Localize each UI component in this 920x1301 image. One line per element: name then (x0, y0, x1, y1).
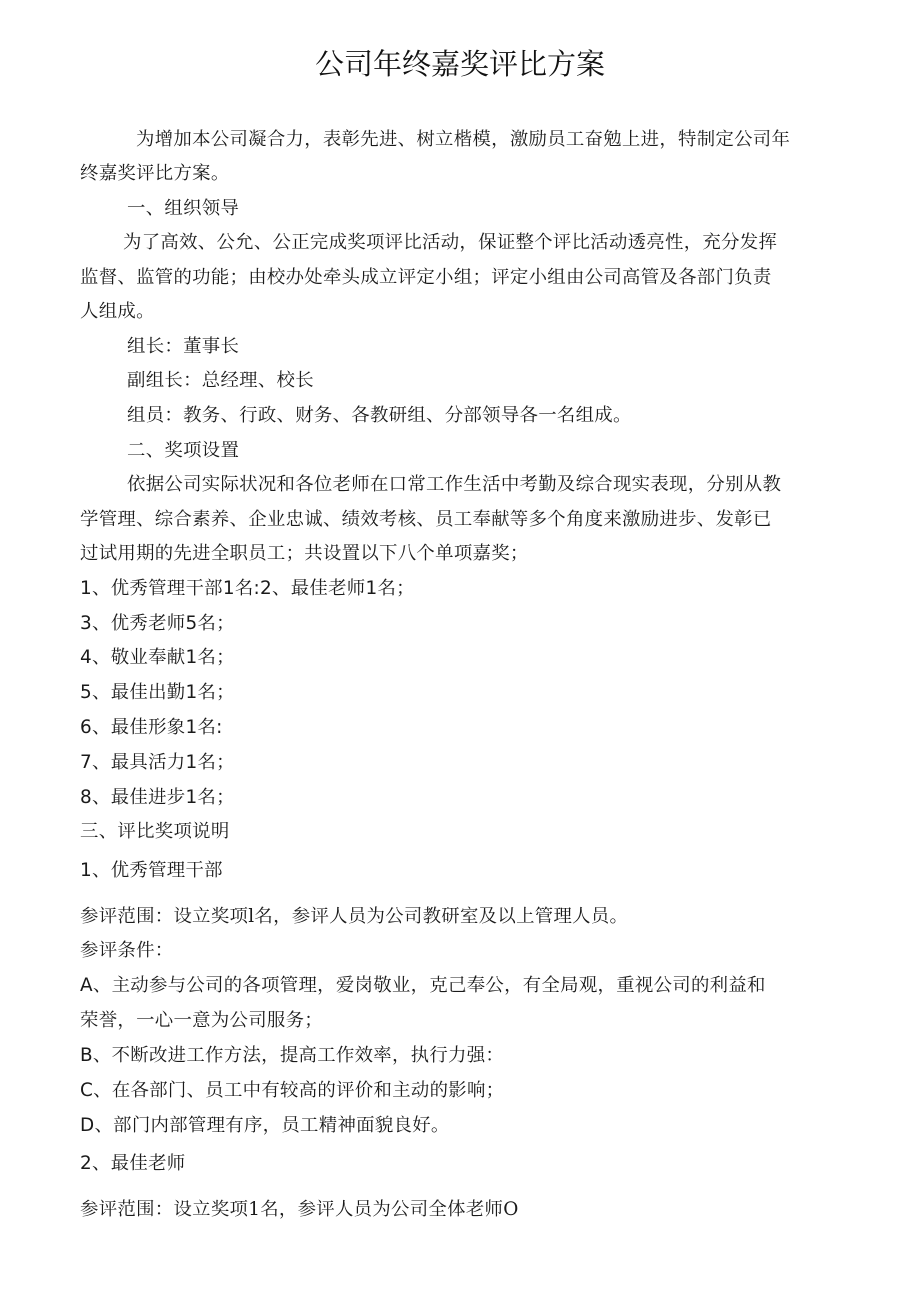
criteria-a-line-1: A、主动参与公司的各项管理，爱岗敬业，克己奉公，有全局观，重视公司的利益和 (80, 975, 766, 996)
section-heading-1: 一、组织领导 (127, 198, 240, 219)
award-list-item-7: 8、最佳进步1名； (80, 787, 235, 808)
subsection-heading-2: 2、最佳老师 (80, 1153, 186, 1174)
paragraph-line-2: 监督、监管的功能；由校办处牵头成立评定小组；评定小组由公司高管及各部门负责 (80, 267, 772, 288)
paragraph-line-6: 过试用期的先进全职员工；共设置以下八个单项嘉奖； (80, 543, 529, 564)
section-heading-3: 三、评比奖项说明 (80, 821, 230, 842)
document-title: 公司年终嘉奖评比方案 (314, 47, 605, 81)
criteria-c: C、在各部门、员工中有较高的评价和主动的影响； (80, 1080, 505, 1101)
criteria-d: D、部门内部管理有序，员工精神面貌良好。 (80, 1115, 450, 1136)
scope-line-1: 参评范围：设立奖项l名，参评人员为公司教研室及以上管理人员。 (80, 906, 629, 927)
award-list-item-1: 1、优秀管理干部1名:2、最佳老师1名； (80, 578, 415, 599)
award-list-item-2: 3、优秀老师5名； (80, 613, 235, 634)
criteria-label: 参评条件： (80, 940, 174, 961)
paragraph-line-5: 学管理、综合素养、企业忠诚、绩效考核、员工奉献等多个角度来激励进步、发彰已 (80, 509, 772, 530)
paragraph-line-1: 为了高效、公允、公正完成奖项评比活动，保证整个评比活动透亮性，充分发挥 (123, 232, 778, 253)
award-list-item-6: 7、最具活力1名； (80, 752, 235, 773)
paragraph-line-4: 依据公司实际状况和各位老师在口常工作生活中考勤及综合现实表现，分别从教 (127, 474, 782, 495)
group-leader-line: 组长：董事长 (127, 336, 240, 357)
section-heading-2: 二、奖项设置 (127, 440, 240, 461)
members-line: 组员：教务、行政、财务、各教研组、分部领导各一名组成。 (127, 405, 632, 426)
award-list-item-5: 6、最佳形象1名: (80, 717, 223, 738)
subsection-heading-1: 1、优秀管理干部 (80, 860, 223, 881)
scope-line-2: 参评范围：设立奖项1名，参评人员为公司全体老师O (80, 1199, 519, 1220)
intro-line-2: 终嘉奖评比方案。 (80, 163, 230, 184)
deputy-leader-line: 副组长：总经理、校长 (127, 370, 314, 391)
award-list-item-4: 5、最佳出勤1名； (80, 682, 235, 703)
intro-line-1: 为增加本公司凝合力，表彰先进、树立楷模，激励员工奋勉上进，特制定公司年 (136, 129, 791, 150)
paragraph-line-3: 人组成。 (80, 301, 155, 322)
criteria-a-line-2: 荣誉，一心一意为公司服务； (80, 1010, 323, 1031)
criteria-b: B、不断改进工作方法，提高工作效率，执行力强： (80, 1045, 505, 1066)
award-list-item-3: 4、敬业奉献1名； (80, 647, 235, 668)
